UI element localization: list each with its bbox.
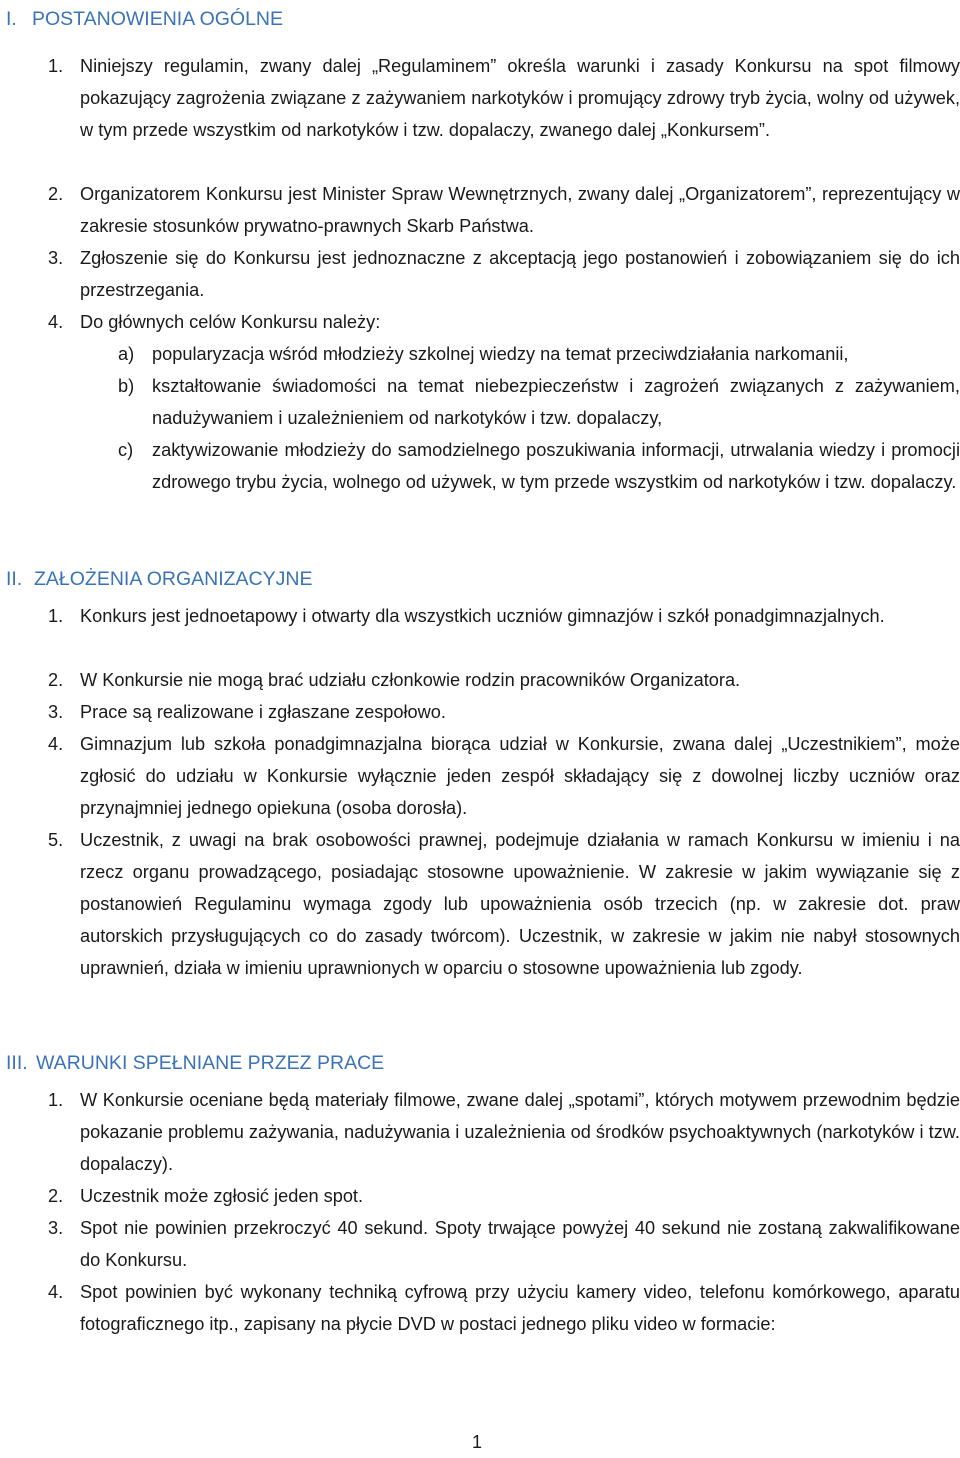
section-number: I.	[6, 8, 17, 30]
list-item	[48, 50, 960, 146]
sub-list-item	[118, 338, 960, 370]
item-text: W Konkursie nie mogą brać udziału członkowie rodzin pracowników Organizatora.	[80, 670, 741, 690]
item-text: Spot nie powinien przekroczyć 40 sekund. Spoty trwające powyżej 40 sekund nie zostaną zakwalifikowane do Konkursu.	[80, 1218, 960, 1270]
list-item	[48, 1180, 960, 1212]
item-text: Do głównych celów Konkursu należy:	[80, 312, 381, 332]
item-text: Konkurs jest jednoetapowy i otwarty dla wszystkich uczniów gimnazjów i szkół ponadgimnazjalnych.	[80, 606, 885, 626]
item-number: 2.	[48, 1186, 64, 1206]
sub-list-item	[118, 370, 960, 434]
list-item	[48, 824, 960, 984]
section-heading-3	[6, 1052, 384, 1075]
sub-item-letter: c)	[118, 440, 134, 460]
list-item	[48, 1212, 960, 1276]
list-item	[48, 1276, 960, 1340]
sub-list-item	[118, 434, 960, 498]
sub-item-text: popularyzacja wśród młodzieży szkolnej wiedzy na temat przeciwdziałania narkomanii,	[152, 344, 849, 364]
item-text: W Konkursie oceniane będą materiały filmowe, zwane dalej „spotami”, których motywem przewodnim będzie pokazanie problemu zażywania, nadużywania i uzależnienia od środków psychoaktywnych (narkotyków i tzw. dopalaczy).	[80, 1090, 960, 1174]
section-title: POSTANOWIENIA OGÓLNE	[32, 8, 284, 30]
item-number: 3.	[48, 1218, 64, 1238]
item-text: Organizatorem Konkursu jest Minister Spraw Wewnętrznych, zwany dalej „Organizatorem”, reprezentujący w zakresie stosunków prywatno-prawnych Skarb Państwa.	[80, 184, 960, 236]
list-item	[48, 242, 960, 306]
sub-item-letter: a)	[118, 344, 135, 364]
item-number: 1.	[48, 56, 64, 76]
sub-item-letter: b)	[118, 376, 135, 396]
list-item	[48, 306, 960, 338]
section-heading-1	[6, 8, 283, 31]
page-number: 1	[472, 1432, 483, 1452]
item-number: 4.	[48, 1282, 64, 1302]
list-item	[48, 600, 960, 632]
item-number: 2.	[48, 184, 64, 204]
section-title: ZAŁOŻENIA ORGANIZACYJNE	[34, 568, 313, 590]
item-text: Niniejszy regulamin, zwany dalej „Regulaminem” określa warunki i zasady Konkursu na spot filmowy pokazujący zagrożenia związane z zażywaniem narkotyków i promujący zdrowy tryb życia, wolny od używek, w tym przede wszystkim od narkotyków i tzw. dopalaczy, zwanego dalej „Konkursem”.	[80, 56, 960, 140]
item-number: 4.	[48, 312, 64, 332]
item-text: Zgłoszenie się do Konkursu jest jednoznaczne z akceptacją jego postanowień i zobowiązaniem się do ich przestrzegania.	[80, 248, 960, 300]
section-number: III.	[6, 1052, 28, 1074]
item-text: Uczestnik, z uwagi na brak osobowości prawnej, podejmuje działania w ramach Konkursu w imieniu i na rzecz organu prowadzącego, posiadając stosowne upoważnienie. W zakresie w jakim wywiązanie się z postanowień Regulaminu wymaga zgody lub upoważnienia osób trzecich (np. w zakresie dot. praw autorskich przysługujących co do zasady twórcom). Uczestnik, w zakresie w jakim nie nabył stosownych uprawnień, działa w imieniu uprawnionych w oparciu o stosowne upoważnienia lub zgody.	[80, 830, 960, 978]
section-number: II.	[6, 568, 23, 590]
sub-item-text: zaktywizowanie młodzieży do samodzielnego poszukiwania informacji, utrwalania wiedzy i promocji zdrowego trybu życia, wolnego od używek, w tym przede wszystkim od narkotyków i tzw. dopalaczy.	[152, 440, 960, 492]
item-number: 3.	[48, 702, 64, 722]
item-number: 1.	[48, 1090, 64, 1110]
item-number: 3.	[48, 248, 64, 268]
section-title: WARUNKI SPEŁNIANE PRZEZ PRACE	[36, 1052, 385, 1074]
list-item	[48, 178, 960, 242]
sub-item-text: kształtowanie świadomości na temat niebezpieczeństw i zagrożeń związanych z zażywaniem, nadużywaniem i uzależnieniem od narkotyków i tzw. dopalaczy,	[152, 376, 960, 428]
list-item	[48, 1084, 960, 1180]
section-heading-2	[6, 568, 312, 591]
item-text: Uczestnik może zgłosić jeden spot.	[80, 1186, 364, 1206]
item-text: Gimnazjum lub szkoła ponadgimnazjalna biorąca udział w Konkursie, zwana dalej „Uczestnikiem”, może zgłosić do udziału w Konkursie wyłącznie jeden zespół składający się z dowolnej liczby uczniów oraz przynajmniej jednego opiekuna (osoba dorosła).	[80, 734, 960, 818]
item-number: 5.	[48, 830, 64, 850]
list-item	[48, 728, 960, 824]
list-item	[48, 696, 960, 728]
item-number: 4.	[48, 734, 64, 754]
item-text: Prace są realizowane i zgłaszane zespołowo.	[80, 702, 446, 722]
item-number: 2.	[48, 670, 64, 690]
list-item	[48, 664, 960, 696]
item-text: Spot powinien być wykonany techniką cyfrową przy użyciu kamery video, telefonu komórkowego, aparatu fotograficznego itp., zapisany na płycie DVD w postaci jednego pliku video w formacie:	[80, 1282, 960, 1334]
item-number: 1.	[48, 606, 64, 626]
